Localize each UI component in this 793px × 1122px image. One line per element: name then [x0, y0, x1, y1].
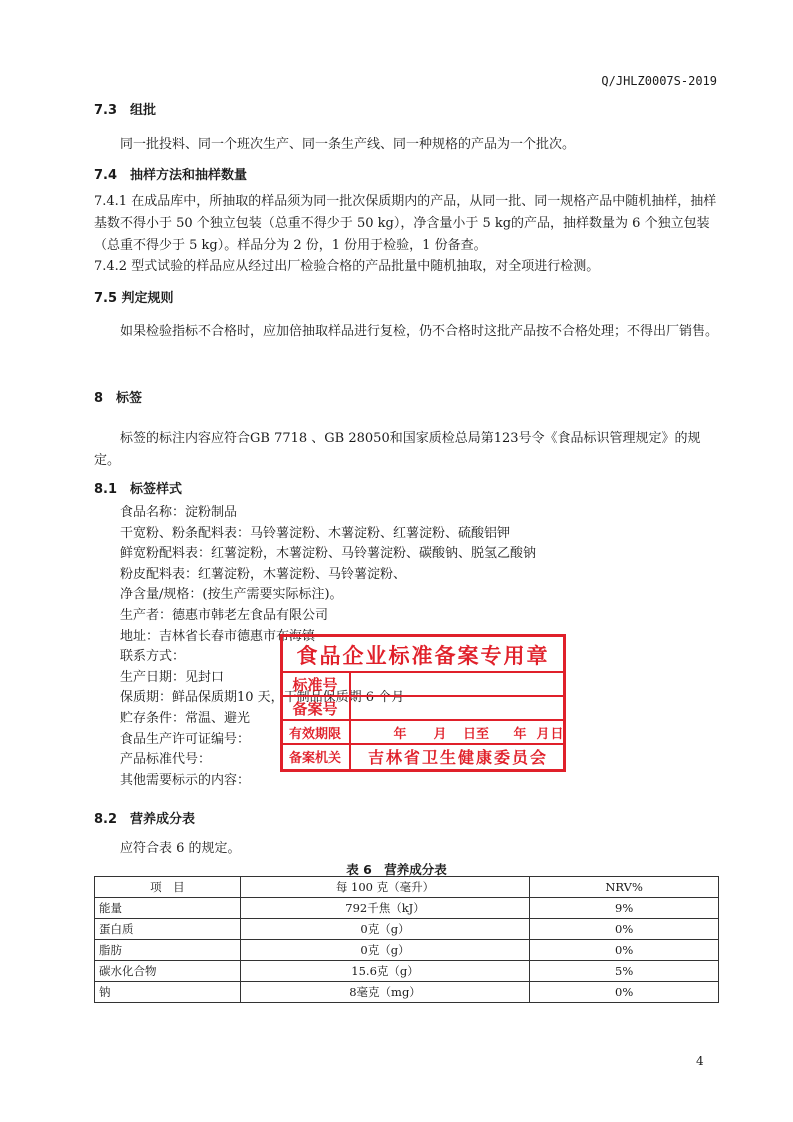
stamp-authority-value: 吉林省卫生健康委员会: [367, 748, 549, 767]
section-8-title: 8 标签: [94, 391, 143, 406]
nutrient-name: 能量: [95, 898, 241, 919]
table-row: [95, 919, 719, 940]
nutrient-nrv: 0%: [530, 940, 719, 961]
section-7-5-body: 如果检验指标不合格时，应加倍抽取样品进行复检，仍不合格时这批产品按不合格处理；不得出厂销售。: [120, 324, 719, 339]
section-8-body: 标签的标注内容应符合GB 7718 、GB 28050和国家质检总局第123号令《食品标识管理规定》的规定。: [94, 431, 701, 468]
column-header-nrv: NRV%: [530, 877, 719, 898]
label-line: 联系方式：: [120, 649, 186, 665]
stamp-authority-label: 备案机关: [288, 751, 342, 766]
nutrient-amount: 0克（g）: [240, 919, 530, 940]
label-line: 粉皮配料表：红薯淀粉，木薯淀粉、马铃薯淀粉、: [120, 566, 407, 582]
table-header-row: [95, 877, 719, 898]
nutrient-amount: 0克（g）: [240, 940, 530, 961]
nutrient-nrv: 9%: [530, 898, 719, 919]
nutrient-nrv: 0%: [530, 919, 719, 940]
nutrient-nrv: 0%: [530, 982, 719, 1003]
section-8-1-title: 8.1 标签样式: [94, 482, 183, 497]
label-line: 地址：吉林省长春市德惠市布海镇: [120, 628, 316, 644]
stamp-validity-month1: 月: [433, 727, 447, 742]
section-7-4-2-body: 7.4.2 型式试验的样品应从经过出厂检验合格的产品批量中随机抽取，对全项进行检测。: [94, 259, 600, 274]
label-line: 产品标准代号：: [120, 752, 212, 768]
table-row: [95, 898, 719, 919]
section-7-3-body: 同一批投料、同一个班次生产、同一条生产线、同一种规格的产品为一个批次。: [120, 137, 576, 152]
table-row: [95, 982, 719, 1003]
column-header-per-100g: 每 100 克（毫升）: [240, 877, 530, 898]
column-header-item: 项 目: [95, 877, 241, 898]
label-line: 生产者：德惠市韩老左食品有限公司: [120, 607, 329, 623]
stamp-standard-no-label: 标准号: [292, 676, 338, 694]
table-row: [95, 940, 719, 961]
nutrient-name: 钠: [95, 982, 241, 1003]
section-8-2-title: 8.2 营养成分表: [94, 812, 196, 827]
stamp-validity-day1: 日至: [462, 727, 490, 742]
label-line: 干宽粉、粉条配料表：马铃薯淀粉、木薯淀粉、红薯淀粉、硫酸铝钾: [120, 525, 511, 541]
stamp-validity-year2: 年: [513, 727, 527, 742]
label-line: 贮存条件：常温、避光: [120, 710, 251, 726]
label-line: 鲜宽粉配料表：红薯淀粉，木薯淀粉、马铃薯淀粉、碳酸钠、脱氢乙酸钠: [120, 546, 537, 562]
nutrient-amount: 8毫克（mg）: [240, 982, 530, 1003]
nutrient-amount: 15.6克（g）: [240, 961, 530, 982]
section-7-4-1-body: 7.4.1 在成品库中，所抽取的样品须为同一批次保质期内的产品，从同一批、同一规格产品中随机抽样，抽样基数不得小于 50 个独立包装（总重不得少于 50 kg），净含量小于 5 kg的产品，抽样数量为 6 个独立包装（总重不得少于 5 kg）。样品分为 2 份，1 份用于检验，1 份备查。: [94, 194, 717, 253]
label-line: 保质期：鲜品保质期10 天，干制品保质期 6 个月: [120, 690, 405, 706]
section-7-4-title: 7.4 抽样方法和抽样数量: [94, 168, 248, 183]
stamp-filing-no-label: 备案号: [292, 700, 338, 718]
stamp-title: 食品企业标准备案专用章: [296, 644, 550, 668]
stamp-validity-day2: 日: [550, 727, 564, 742]
stamp-validity-year1: 年: [393, 727, 407, 742]
label-line: 食品名称：淀粉制品: [120, 505, 238, 520]
label-line: 食品生产许可证编号：: [120, 731, 251, 747]
page-number: 4: [696, 1054, 704, 1068]
section-8-2-body: 应符合表 6 的规定。: [120, 841, 241, 856]
section-7-5-title: 7.5 判定规则: [94, 291, 174, 306]
nutrient-amount: 792千焦（kJ）: [240, 898, 530, 919]
label-line: 其他需要标示的内容：: [120, 772, 251, 788]
label-line: 生产日期：见封口: [120, 669, 225, 685]
stamp-validity-month2: 月: [536, 727, 550, 742]
nutrient-name: 脂肪: [95, 940, 241, 961]
table-row: [95, 961, 719, 982]
label-line: 净含量/规格：(按生产需要实际标注)。: [120, 587, 343, 603]
nutrient-nrv: 5%: [530, 961, 719, 982]
table-6-caption: 表 6 营养成分表: [346, 862, 447, 877]
filing-stamp: [280, 634, 566, 772]
nutrient-name: 碳水化合物: [95, 961, 241, 982]
stamp-validity-label: 有效期限: [288, 727, 342, 742]
section-7-3-title: 7.3 组批: [94, 103, 157, 118]
nutrient-name: 蛋白质: [95, 919, 241, 940]
nutrition-table: [94, 876, 719, 1003]
document-code: Q/JHLZ0007S-2019: [601, 74, 717, 88]
